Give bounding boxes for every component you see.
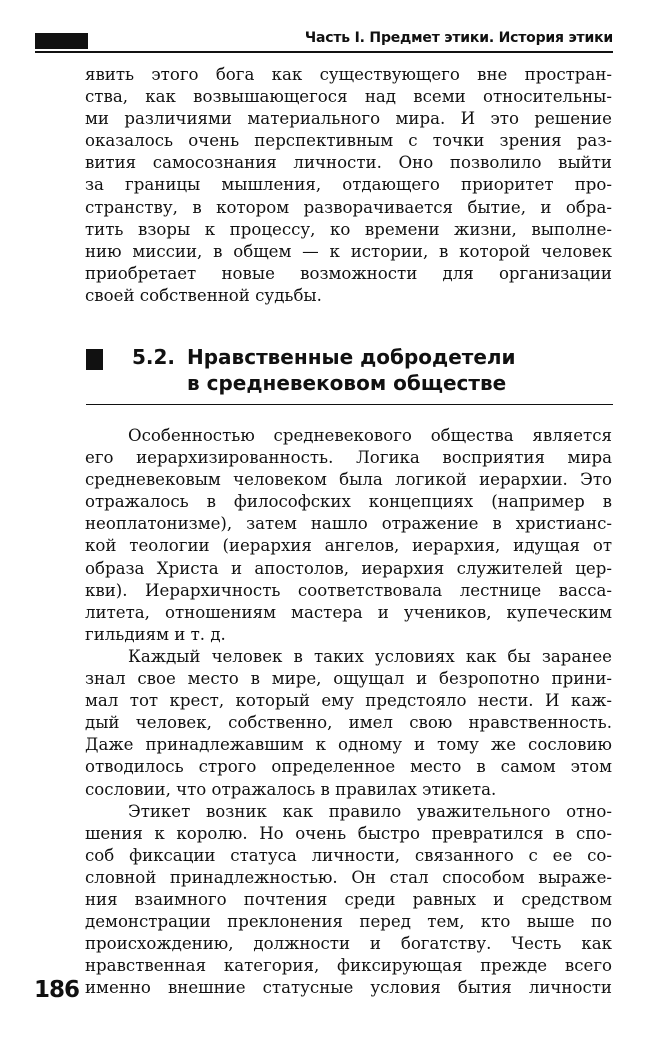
- text-line: образа Христа и апостолов, иерархия служителей цер-: [85, 558, 612, 578]
- section-number: 5.2.: [132, 345, 176, 369]
- text-line: кой теологии (иерархия ангелов, иерархия, идущая от: [85, 536, 612, 556]
- text-line: соб фиксации статуса личности, связанного с ее со-: [85, 845, 612, 865]
- text-line: сословии, что отражалось в правилах этикета.: [85, 779, 497, 799]
- text-line: литета, отношениям мастера и учеников, купеческим: [85, 602, 612, 622]
- text-line: его иерархизированность. Логика восприятия мира: [85, 448, 612, 468]
- text-line: шения к королю. Но очень быстро превратился в спо-: [85, 823, 612, 843]
- section-title-line-2: в средневековом обществе: [187, 371, 507, 395]
- section-marker: [86, 349, 103, 370]
- text-line: отводилось строго определенное место в самом этом: [85, 757, 612, 777]
- text-line: ства, как возвышающегося над всеми относительны-: [85, 87, 612, 107]
- text-line: кви). Иерархичность соответствовала лестнице васса-: [85, 580, 612, 600]
- text-line: именно внешние статусные условия бытия личности: [85, 978, 612, 998]
- header-black-bar: [35, 33, 88, 49]
- text-line: странству, в котором разворачивается бытие, и обра-: [85, 197, 612, 217]
- text-line: гильдиям и т. д.: [85, 624, 226, 644]
- running-header: [35, 29, 613, 53]
- section-heading: [132, 344, 516, 396]
- top-paragraph: [85, 64, 612, 307]
- text-line: нию миссии, в общем — к истории, в которой человек: [85, 241, 612, 261]
- text-line: происхождению, должности и богатству. Честь как: [85, 934, 612, 954]
- text-line: демонстрации преклонения перед тем, кто выше по: [85, 912, 612, 932]
- text-line: своей собственной судьбы.: [85, 285, 322, 305]
- running-head-title: Часть I. Предмет этики. История этики: [304, 30, 613, 46]
- text-line: Особенностью средневекового общества является: [128, 426, 612, 445]
- text-line: Даже принадлежавшим к одному и тому же сословию: [85, 735, 612, 755]
- text-line: Этикет возник как правило уважительного отно-: [128, 801, 612, 821]
- text-line: приобретает новые возможности для организации: [85, 263, 612, 283]
- text-line: отражалось в философских концепциях (например в: [85, 492, 612, 512]
- text-line: оказалось очень перспективным с точки зрения раз-: [85, 131, 612, 151]
- section-underline: [86, 404, 613, 405]
- text-line: мал тот крест, который ему предстояло нести. И каж-: [85, 691, 612, 711]
- text-line: ния взаимного почтения среди равных и средством: [85, 889, 612, 909]
- text-line: знал свое место в мире, ощущал и безропотно прини-: [85, 669, 612, 689]
- text-line: тить взоры к процессу, ко времени жизни, выполне-: [85, 219, 612, 239]
- text-line: вития самосознания личности. Оно позволило выйти: [85, 153, 612, 173]
- text-line: нравственная категория, фиксирующая прежде всего: [85, 956, 612, 976]
- text-line: ми различиями материального мира. И это решение: [85, 109, 612, 129]
- text-line: дый человек, собственно, имел свою нравственность.: [85, 713, 612, 733]
- text-line: Каждый человек в таких условиях как бы заранее: [128, 646, 612, 666]
- paragraph-1: [85, 425, 612, 999]
- text-line: явить этого бога как существующего вне простран-: [85, 65, 612, 84]
- section-title-line-1: Нравственные добродетели: [187, 345, 516, 369]
- text-line: средневековым человеком была логикой иерархии. Это: [85, 470, 612, 490]
- text-line: за границы мышления, отдающего приоритет про-: [85, 175, 612, 195]
- text-line: неоплатонизме), затем нашло отражение в христианс-: [85, 514, 612, 534]
- page-number: 186: [34, 977, 80, 1003]
- text-line: словной принадлежностью. Он стал способом выраже-: [85, 867, 612, 887]
